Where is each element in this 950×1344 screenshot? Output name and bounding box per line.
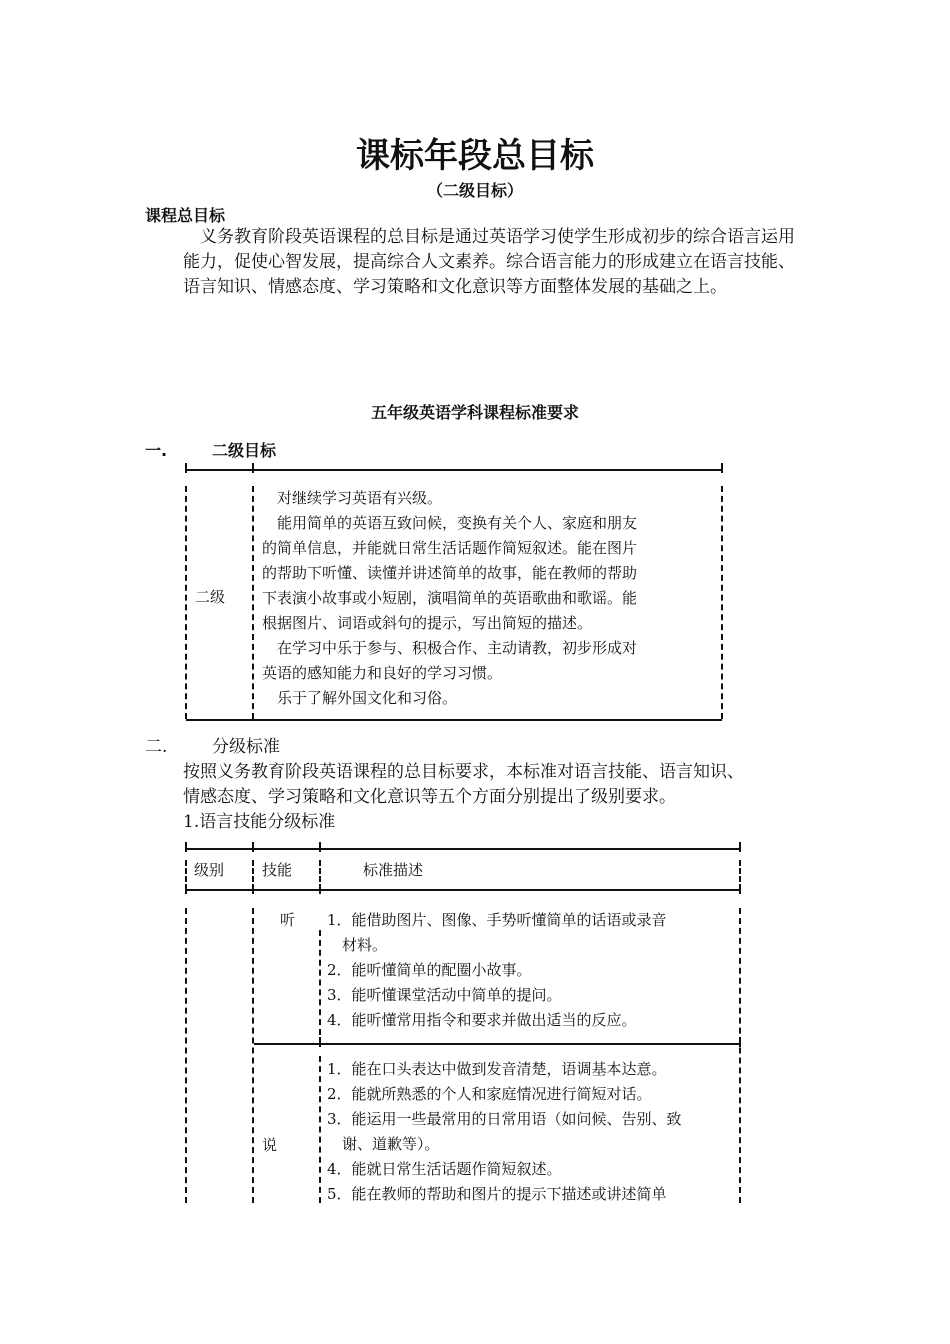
description-line: 能用简单的英语互致问候，变换有关个人、家庭和朋友 [262,514,638,532]
header-skill: 技能 [262,861,293,879]
table2-top-border [186,848,740,850]
table2-column-divider [252,908,254,1203]
header-level: 级别 [194,861,225,879]
table1-column-divider [252,486,254,719]
section1-number: 一. [145,441,168,460]
table2-header-border [186,889,740,891]
standard-line: 5．能在教师的帮助和图片的提示下描述或讲述简单 [327,1185,667,1203]
table2-tick [739,842,741,852]
standard-line: 1．能在口头表达中做到发音清楚，语调基本达意。 [327,1060,667,1078]
table2-skill-divider [254,1043,740,1045]
table2-tick [319,842,321,852]
table2-column-divider [319,1056,321,1203]
skill-speaking: 说 [262,1136,278,1154]
standard-line: 2．能就所熟悉的个人和家庭情况进行简短对话。 [327,1085,652,1103]
table1-top-border [186,469,722,471]
table1-left-border [185,486,187,719]
table2-tick [319,1037,321,1047]
standard-line: 3．能运用一些最常用的日常用语（如问候、告别、致 [327,1110,682,1128]
description-line: 下表演小故事或小短剧，演唱简单的英语歌曲和歌谣。能 [262,589,638,607]
description-line: 根据图片、词语或斜句的提示，写出简短的描述。 [262,614,593,632]
table2-tick [252,884,254,894]
standard-line: 谢、道歉等）。 [327,1135,440,1153]
standard-line: 4．能听懂常用指令和要求并做出适当的反应。 [327,1011,637,1029]
course-goal-text: 义务教育阶段英语课程的总目标是通过英语学习使学生形成初步的综合语言运用能力，促使心智发展，提高综合人文素养。综合语言能力的形成建立在语言技能、语言知识、情感态度、学习策略和文化意识等方面整体发展的基础之上。 [183,227,795,297]
table2-right-border [739,908,741,1203]
section2-number: 二. [145,737,168,757]
section2-paragraph [183,760,823,835]
page-subtitle: （二级目标） [426,181,523,200]
table1-bottom-border [186,719,722,721]
section2-title: 分级标准 [212,737,280,757]
description-line: 对继续学习英语有兴级。 [262,489,443,507]
section1-title: 二级目标 [212,441,277,460]
table1-tick [721,463,723,473]
standard-line: 材料。 [327,936,388,954]
section2-line: 情感态度、学习策略和文化意识等五个方面分别提出了级别要求。 [183,787,676,807]
description-line: 在学习中乐于参与、积极合作、主动请教，初步形成对 [262,639,638,657]
table1-tick [252,463,254,473]
table2-tick [185,884,187,894]
description-line: 英语的感知能力和良好的学习习惯。 [262,664,503,682]
table2-tick [739,884,741,894]
level-description [262,486,717,711]
speaking-standards [327,1057,737,1207]
table2-right-border [739,860,741,882]
table1-tick [185,463,187,473]
table2-column-divider [252,860,254,882]
section2-line: 按照义务教育阶段英语课程的总目标要求，本标准对语言技能、语言知识、 [183,762,744,782]
standard-line: 1．能借助图片、图像、手势听懂简单的话语或录音 [327,911,667,929]
table2-left-border [185,908,187,1203]
standard-line: 4．能就日常生活话题作简短叙述。 [327,1160,562,1178]
section2-subheading: 1.语言技能分级标准 [183,812,336,832]
table2-tick [252,842,254,852]
table1-right-border [721,486,723,719]
standard-line: 3．能听懂课堂活动中简单的提问。 [327,986,562,1004]
listening-standards [327,908,737,1033]
table2-tick [319,884,321,894]
page-title: 课标年段总目标 [356,136,594,176]
course-goal-paragraph [183,225,810,300]
description-line: 乐于了解外国文化和习俗。 [262,689,458,707]
table2-column-divider [319,860,321,882]
header-description: 标准描述 [363,861,424,879]
table2-left-border [185,860,187,882]
table2-tick [185,842,187,852]
standard-line: 2．能听懂简单的配圈小故事。 [327,961,532,979]
description-line: 的帮助下听懂、读懂并讲述简单的故事，能在教师的帮助 [262,564,638,582]
table2-column-divider [319,930,321,1035]
course-goal-heading: 课程总目标 [145,206,226,225]
description-line: 的简单信息，并能就日常生活话题作简短叙述。能在图片 [262,539,638,557]
level-cell: 二级 [195,588,226,606]
skill-listening: 听 [280,911,296,929]
grade-heading: 五年级英语学科课程标准要求 [370,403,579,422]
